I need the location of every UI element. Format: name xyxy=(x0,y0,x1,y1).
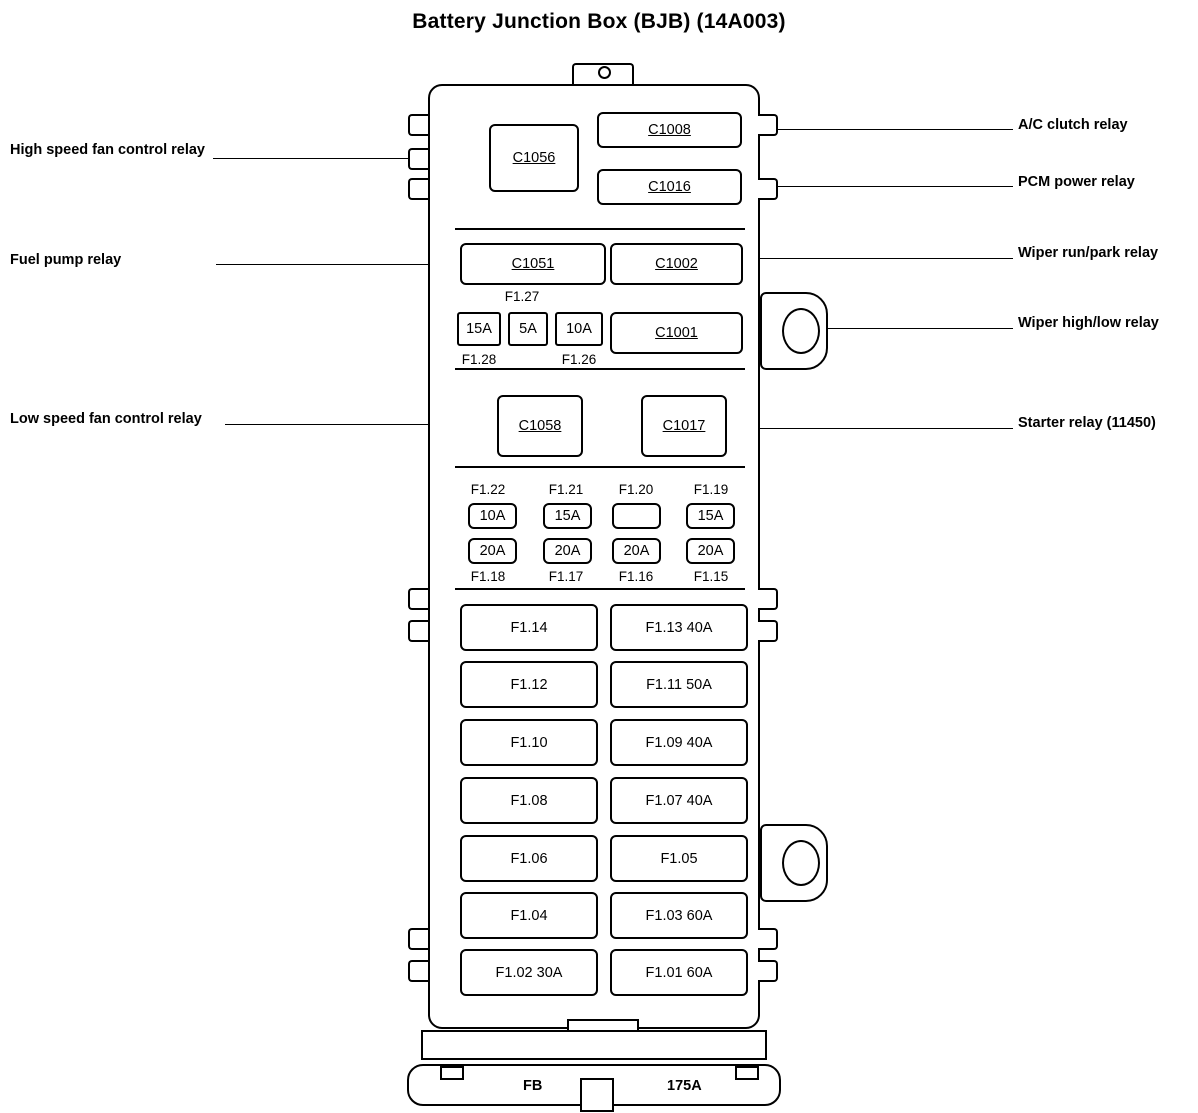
housing-tab-right-6 xyxy=(758,960,778,982)
relay-c1016[interactable]: C1016 xyxy=(597,169,742,205)
fuse-F1-08[interactable]: F1.08 xyxy=(460,777,598,824)
relay-c1002[interactable]: C1002 xyxy=(610,243,743,285)
bottom-bar-tab-left xyxy=(440,1066,464,1080)
relay-c1051[interactable]: C1051 xyxy=(460,243,606,285)
housing-tab-right-5 xyxy=(758,928,778,950)
callout-wiper-high-low-relay: Wiper high/low relay xyxy=(1018,315,1159,331)
relay-c1001[interactable]: C1001 xyxy=(610,312,743,354)
relay-c1058[interactable]: C1058 xyxy=(497,395,583,457)
mini-fuse-label-F1-26: F1.26 xyxy=(561,352,597,367)
housing-tab-right-4 xyxy=(758,620,778,642)
fuse-F1-11[interactable]: F1.11 50A xyxy=(610,661,748,708)
fuse-label-F1-22: F1.22 xyxy=(470,482,506,497)
housing-tab-right-1 xyxy=(758,114,778,136)
fuse-label-F1-19: F1.19 xyxy=(693,482,729,497)
fuse-label-F1-16: F1.16 xyxy=(618,569,654,584)
fuse-F1-13[interactable]: F1.13 40A xyxy=(610,604,748,651)
bottom-bar-label-175a: 175A xyxy=(667,1078,702,1094)
leader-line-wiper-run-park xyxy=(745,258,1013,259)
fuse-F1-06[interactable]: F1.06 xyxy=(460,835,598,882)
fuse-F1-07[interactable]: F1.07 40A xyxy=(610,777,748,824)
housing-tab-right-2 xyxy=(758,178,778,200)
callout-wiper-run-park-relay: Wiper run/park relay xyxy=(1018,245,1159,261)
fuse-F1-19[interactable]: 15A xyxy=(686,503,735,529)
bottom-bar-center-block xyxy=(580,1078,614,1112)
callout-ac-clutch-relay: A/C clutch relay xyxy=(1018,117,1128,133)
fuse-F1-05[interactable]: F1.05 xyxy=(610,835,748,882)
leader-line-starter xyxy=(733,428,1013,429)
divider-3 xyxy=(455,466,745,468)
divider-4 xyxy=(455,588,745,590)
mounting-ear-lower-hole-icon xyxy=(782,840,820,886)
relay-c1008[interactable]: C1008 xyxy=(597,112,742,148)
housing-tab-left-7 xyxy=(408,960,428,982)
fuse-F1-03[interactable]: F1.03 60A xyxy=(610,892,748,939)
fuse-F1-14[interactable]: F1.14 xyxy=(460,604,598,651)
mini-fuse-label-top: F1.27 xyxy=(504,289,540,304)
relay-c1056[interactable]: C1056 xyxy=(489,124,579,192)
callout-fuel-pump-relay: Fuel pump relay xyxy=(10,252,122,268)
mounting-ear-upper-hole-icon xyxy=(782,308,820,354)
fuse-F1-18[interactable]: 20A xyxy=(468,538,517,564)
callout-low-speed-fan-control-relay: Low speed fan control relay xyxy=(10,411,202,427)
fuse-F1-10[interactable]: F1.10 xyxy=(460,719,598,766)
mini-fuse-label-F1-28: F1.28 xyxy=(461,352,497,367)
bottom-bar-label-fb: FB xyxy=(523,1078,543,1094)
bottom-plate xyxy=(421,1030,767,1060)
housing-tab-left-1 xyxy=(408,114,428,136)
leader-line-pcm-power xyxy=(745,186,1013,187)
fuse-F1-02[interactable]: F1.02 30A xyxy=(460,949,598,996)
housing-tab-right-3 xyxy=(758,588,778,610)
housing-tab-left-3 xyxy=(408,178,428,200)
housing-tab-left-4 xyxy=(408,588,428,610)
divider-2 xyxy=(455,368,745,370)
housing-tab-left-2 xyxy=(408,148,428,170)
fuse-F1-20[interactable] xyxy=(612,503,661,529)
fuse-F1-12[interactable]: F1.12 xyxy=(460,661,598,708)
leader-line-ac-clutch xyxy=(745,129,1013,130)
fuse-label-F1-20: F1.20 xyxy=(618,482,654,497)
fuse-F1-04[interactable]: F1.04 xyxy=(460,892,598,939)
fuse-label-F1-15: F1.15 xyxy=(693,569,729,584)
fuse-F1-15[interactable]: 20A xyxy=(686,538,735,564)
box-top-hole-icon xyxy=(598,66,611,79)
fuse-F1-21[interactable]: 15A xyxy=(543,503,592,529)
fuse-label-F1-18: F1.18 xyxy=(470,569,506,584)
fuse-label-F1-21: F1.21 xyxy=(548,482,584,497)
fuse-label-F1-17: F1.17 xyxy=(548,569,584,584)
relay-c1017[interactable]: C1017 xyxy=(641,395,727,457)
fuse-F1-16[interactable]: 20A xyxy=(612,538,661,564)
fuse-F1-26[interactable]: 10A xyxy=(555,312,603,346)
leader-line-fuel-pump xyxy=(216,264,456,265)
fuse-F1-09[interactable]: F1.09 40A xyxy=(610,719,748,766)
fuse-F1-27[interactable]: 5A xyxy=(508,312,548,346)
fuse-F1-01[interactable]: F1.01 60A xyxy=(610,949,748,996)
fuse-F1-22[interactable]: 10A xyxy=(468,503,517,529)
housing-tab-left-6 xyxy=(408,928,428,950)
callout-high-speed-fan-control-relay: High speed fan control relay xyxy=(10,142,205,158)
fuse-F1-28[interactable]: 15A xyxy=(457,312,501,346)
bottom-bar-tab-right xyxy=(735,1066,759,1080)
fuse-F1-17[interactable]: 20A xyxy=(543,538,592,564)
callout-pcm-power-relay: PCM power relay xyxy=(1018,174,1135,190)
callout-starter-relay: Starter relay (11450) xyxy=(1018,415,1156,431)
page-title: Battery Junction Box (BJB) (14A003) xyxy=(412,10,786,33)
divider-1 xyxy=(455,228,745,230)
housing-tab-left-5 xyxy=(408,620,428,642)
